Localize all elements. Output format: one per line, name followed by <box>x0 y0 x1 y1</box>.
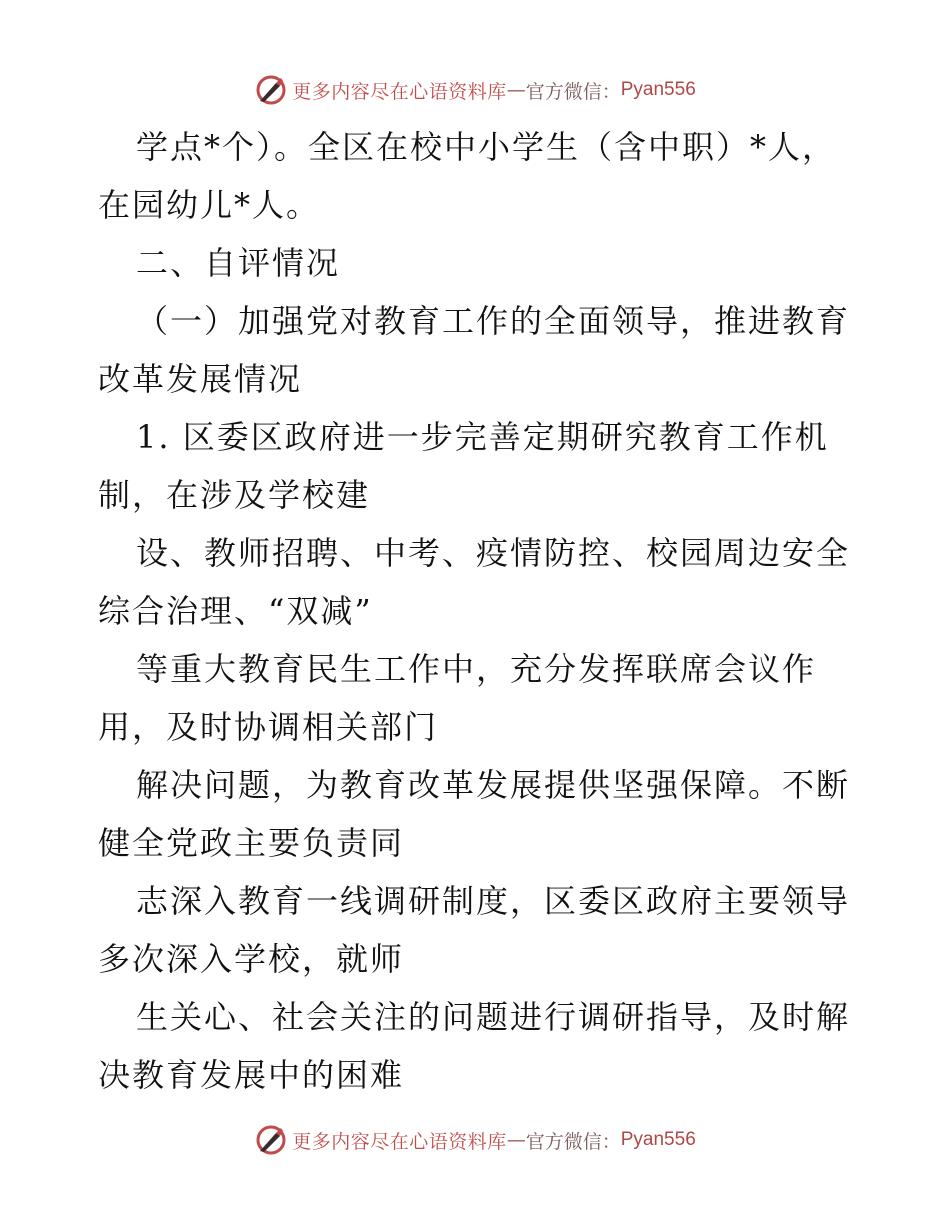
header-watermark <box>0 70 950 110</box>
watermark-brand: 更多内容尽在心语资料库 <box>292 1130 507 1153</box>
watermark-contact-label: 官方微信： <box>525 1130 621 1153</box>
watermark-contact-label: 官方微信： <box>525 80 621 103</box>
body-line: 多次深入学校，就师 <box>98 940 405 978</box>
body-line: 健全党政主要负责同 <box>98 824 405 862</box>
body-line: 用，及时协调相关部门 <box>98 708 439 746</box>
watermark-separator: — <box>506 79 526 101</box>
body-line: 在园幼儿*人。 <box>98 186 321 224</box>
body-line: 决教育发展中的困难 <box>98 1056 405 1094</box>
document-body <box>98 118 858 1104</box>
body-line: 等重大教育民生工作中，充分发挥联席会议作 <box>136 650 817 688</box>
section-heading: 二、自评情况 <box>136 244 341 282</box>
subsection-heading: （一）加强党对教育工作的全面领导，推进教育 <box>136 302 851 340</box>
watermark-contact-id: Pyan556 <box>620 79 696 100</box>
footer-watermark <box>0 1120 950 1160</box>
quill-logo-icon <box>254 1123 288 1157</box>
watermark-brand: 更多内容尽在心语资料库 <box>292 80 507 103</box>
body-line: 制，在涉及学校建 <box>98 476 371 514</box>
body-line: 志深入教育一线调研制度，区委区政府主要领导 <box>136 882 851 920</box>
watermark-separator: — <box>506 1129 526 1151</box>
watermark-contact-id: Pyan556 <box>620 1129 696 1150</box>
body-line: 解决问题，为教育改革发展提供坚强保障。不断 <box>136 766 851 804</box>
quill-logo-icon <box>254 73 288 107</box>
body-line: 综合治理、“双减” <box>98 592 373 630</box>
body-line: 1. 区委区政府进一步完善定期研究教育工作机 <box>136 418 829 456</box>
body-line: 设、教师招聘、中考、疫情防控、校园周边安全 <box>136 534 851 572</box>
subsection-heading-cont: 改革发展情况 <box>98 360 303 398</box>
body-line: 生关心、社会关注的问题进行调研指导，及时解 <box>136 998 851 1036</box>
body-line: 学点*个）。全区在校中小学生（含中职）*人， <box>136 128 837 166</box>
